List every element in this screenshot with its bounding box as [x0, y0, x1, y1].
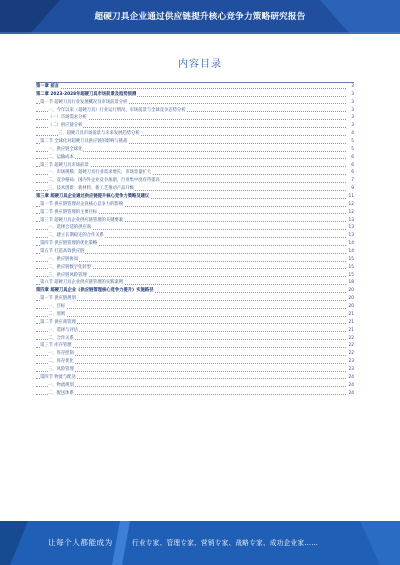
toc-dot-leader [36, 378, 346, 379]
toc-entry-title: 第三节 超硬刀具企业供应链管理的关键要素 [40, 217, 124, 223]
toc-entry-page: 22 [348, 335, 354, 341]
toc-entry[interactable] [36, 279, 354, 287]
toc-entry-page: 3 [351, 123, 354, 129]
toc-entry-page: 6 [351, 162, 354, 168]
toc-entry[interactable] [36, 311, 354, 319]
toc-entry-page: 11 [348, 194, 354, 200]
toc-heading: 内容目录 [178, 59, 222, 70]
toc-entry-title: 第二章 2023-2028年超硬刀具市场前景及趋势预测 [36, 91, 137, 97]
toc-entry-title: 三、技术创新：新材料、新工艺推动产品升级 [48, 186, 134, 192]
toc-entry[interactable] [36, 217, 354, 225]
toc-entry[interactable] [36, 382, 354, 390]
toc-entry[interactable] [36, 358, 354, 366]
toc-entry-page: 20 [348, 304, 354, 310]
toc-entry-page: 24 [348, 382, 354, 388]
toc-entry[interactable] [36, 91, 354, 99]
toc-entry[interactable] [36, 390, 354, 398]
toc-entry-page: 22 [348, 343, 354, 349]
toc-entry-page: 21 [348, 319, 354, 325]
toc-entry[interactable] [36, 232, 354, 240]
toc-dot-leader [36, 300, 346, 301]
toc-entry-title: 一、供应链全球化 [48, 146, 83, 152]
toc-dot-leader [36, 308, 346, 309]
toc-entry-title: 第二节 供应商管理 [40, 319, 76, 325]
toc-entry-title: 第一节 超硬刀具行业发展概况及市场前景分析 [40, 99, 128, 105]
toc-entry-title: 一、供应链协同 [48, 256, 79, 262]
toc-entry[interactable] [36, 107, 354, 115]
toc-entry-page: 13 [348, 217, 354, 223]
toc-entry-title: 三、超硬刀具市场前景与未来发展趋势分析 [58, 131, 140, 137]
toc-entry-page: 3 [351, 84, 354, 89]
toc-entry[interactable] [36, 138, 354, 146]
toc-dot-leader [36, 323, 346, 324]
toc-entry-title: 第一章 前言 [36, 84, 59, 89]
toc-entry-title: 第二节 供应链管理的主要目标 [40, 209, 98, 215]
toc-entry-page: 21 [348, 327, 354, 333]
toc-entry-title: 二、运输成本 [48, 154, 74, 160]
toc-entry-title: （一）市场需求分析 [48, 115, 87, 121]
toc-entry[interactable] [36, 201, 354, 209]
toc-entry-title: 第四节 物流与配送 [40, 374, 76, 380]
toc-entry-title: 二、配送体系 [48, 390, 74, 396]
toc-entry[interactable] [36, 154, 354, 162]
toc-entry[interactable] [36, 177, 354, 185]
toc-entry[interactable] [36, 264, 354, 272]
page-header-banner [0, 0, 400, 34]
toc-entry-page: 5 [351, 139, 354, 145]
toc-entry-page: 23 [348, 366, 354, 372]
toc-entry-title: 一、库存控制 [48, 351, 74, 357]
toc-entry-title: （二）供应链分析 [48, 123, 83, 129]
toc-entry-title: 一、物流规划 [48, 382, 74, 388]
toc-entry[interactable] [36, 193, 354, 201]
toc-entry-title: 二、建立长期稳定的合作关系 [48, 233, 104, 239]
toc-entry-page: 12 [348, 201, 354, 207]
toc-entry-page: 3 [351, 107, 354, 113]
toc-entry-page: 15 [348, 264, 354, 270]
toc-entry-page: 21 [348, 311, 354, 317]
toc-entry-title: 二、原则 [48, 311, 66, 317]
toc-entry-title: 第一节 供应链规划 [40, 296, 76, 302]
toc-entry-title: 一、今年以来（超硬刀具）行业运行情况、市场前景与全球竞争态势分析 [48, 107, 186, 113]
toc-entry[interactable] [36, 366, 354, 374]
footer-slogan-left: 让每个人都能成为 [48, 538, 113, 547]
toc-dot-leader [36, 394, 346, 395]
toc-entry-page: 3 [351, 115, 354, 121]
toc-entry[interactable] [36, 272, 354, 280]
toc-entry-page: 23 [348, 359, 354, 365]
toc-dot-leader [36, 339, 346, 340]
report-title: 超硬刀具企业通过供应链提升核心竞争力策略研究报告 [94, 12, 306, 22]
toc-entry-page: 13 [348, 225, 354, 231]
toc-entry[interactable] [36, 335, 354, 343]
toc-entry[interactable] [36, 327, 354, 335]
toc-entry-page: 12 [348, 209, 354, 215]
toc-dot-leader [36, 371, 346, 372]
toc-entry-page: 18 [348, 280, 354, 286]
toc-entry[interactable] [36, 256, 354, 264]
toc-entry-page: 20 [348, 288, 354, 294]
toc-entry[interactable] [36, 374, 354, 382]
toc-dot-leader [36, 347, 346, 348]
toc-dot-leader [36, 331, 346, 332]
toc-entry-title: 三、风险管理 [48, 366, 74, 372]
toc-entry-title: 一、选择与评估 [48, 327, 79, 333]
toc-entry-page: 24 [348, 390, 354, 396]
toc-entry[interactable] [36, 185, 354, 193]
toc-entry[interactable] [36, 240, 354, 248]
toc-entry-title: 二、竞争格局：国内外企业竞争加剧，行业集中度有待提高 [48, 178, 160, 184]
toc-entry[interactable] [36, 122, 354, 130]
toc-entry[interactable] [36, 162, 354, 170]
toc-entry-page: 14 [348, 249, 354, 255]
toc-entry[interactable] [36, 114, 354, 122]
footer-slogan-right: 行业专家、管理专家、营销专家、战略专家、成功企业家…… [132, 539, 319, 547]
toc-entry[interactable] [36, 350, 354, 358]
toc-entry-title: 第六节 超硬刀具企业供应链管理的实践案例 [40, 280, 124, 286]
toc-entry[interactable] [36, 224, 354, 232]
toc-entry-title: 第一节 供应链管理对企业核心竞争力的影响 [40, 201, 124, 207]
toc-dot-leader [36, 158, 346, 159]
toc-dot-leader [36, 386, 346, 387]
toc-entry-title: 第五节 打造高效供应链 [40, 249, 85, 255]
table-of-contents [36, 83, 354, 397]
toc-entry-page: 9 [351, 186, 354, 192]
toc-entry-title: 二、供应链数字化转型 [48, 264, 91, 270]
toc-entry-page: 4 [351, 131, 354, 137]
toc-entry-page: 14 [348, 241, 354, 247]
page-footer-banner [0, 521, 400, 565]
toc-dot-leader [36, 88, 346, 89]
toc-entry[interactable] [36, 99, 354, 107]
toc-entry-page: 3 [351, 91, 354, 97]
toc-entry-title: 第二节 全球化对超硬刀具供应链的影响与挑战 [40, 139, 128, 145]
toc-entry-page: 6 [351, 170, 354, 176]
toc-entry[interactable] [36, 248, 354, 256]
toc-entry-title: 第四章 超硬刀具企业《供应链管理核心竞争力提升》实施路径 [36, 288, 154, 294]
toc-entry[interactable] [36, 303, 354, 311]
toc-dot-leader [36, 355, 346, 356]
toc-entry[interactable] [36, 83, 354, 91]
toc-entry[interactable] [36, 295, 354, 303]
toc-entry-title: 第三节 超硬刀具市场前景 [40, 162, 89, 168]
toc-entry-page: 3 [351, 99, 354, 105]
toc-entry-page: 20 [348, 296, 354, 302]
toc-dot-leader [36, 316, 346, 317]
toc-entry-title: 二、合作关系 [48, 335, 74, 341]
toc-entry-page: 13 [348, 233, 354, 239]
toc-dot-leader [36, 363, 346, 364]
toc-entry-title: 第四节 供应链管理的优化策略 [40, 241, 98, 247]
toc-entry-title: 一、目标 [48, 304, 66, 310]
toc-entry[interactable] [36, 319, 354, 327]
toc-entry-title: 一、选择合适的供应商 [48, 225, 91, 231]
toc-entry[interactable] [36, 209, 354, 217]
toc-entry[interactable] [36, 342, 354, 350]
toc-entry-title: 二、库存优化 [48, 359, 74, 365]
toc-entry-page: 24 [348, 374, 354, 380]
toc-entry-page: 5 [351, 146, 354, 152]
toc-entry-title: 第三章 超硬刀具企业通过供应链提升核心竞争力策略及建议 [36, 194, 150, 200]
toc-entry-page: 15 [348, 272, 354, 278]
toc-entry[interactable] [36, 146, 354, 154]
toc-entry-title: 三、供应链风险管理 [48, 272, 87, 278]
toc-entry-page: 22 [348, 351, 354, 357]
toc-entry[interactable] [36, 287, 354, 295]
toc-entry[interactable] [36, 169, 354, 177]
toc-entry-page: 7 [351, 178, 354, 184]
toc-entry-page: 6 [351, 154, 354, 160]
toc-entry[interactable] [36, 130, 354, 138]
toc-dot-leader [36, 261, 346, 262]
toc-entry-title: 第三节 库存管理 [40, 343, 72, 349]
toc-entry-title: 一、市场规模：超硬刀具行业需求增长，市场容量扩大 [48, 170, 152, 176]
toc-entry-page: 15 [348, 256, 354, 262]
